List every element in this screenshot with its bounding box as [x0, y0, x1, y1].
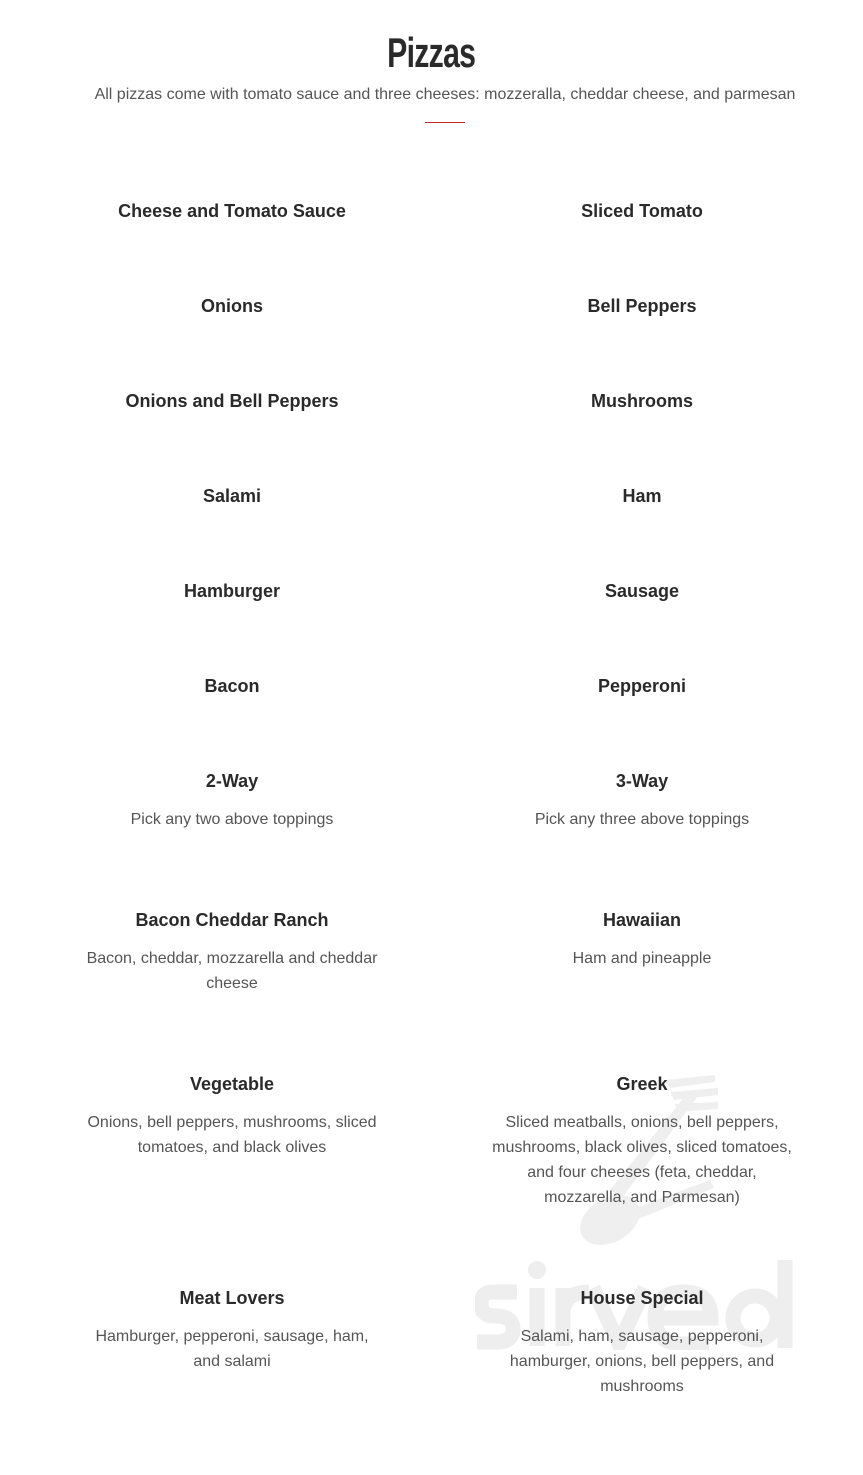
- menu-item-description: Pick any two above toppings: [130, 811, 334, 828]
- menu-item-name: Hawaiian: [602, 910, 682, 930]
- menu-item: [77, 769, 387, 908]
- page-title-text: Pizzas: [387, 29, 476, 76]
- menu-item: [487, 1286, 797, 1475]
- menu-item-name: Bacon: [204, 676, 260, 696]
- menu-item-name: 2-Way: [205, 771, 259, 791]
- menu-item: [77, 199, 387, 294]
- menu-item-description: Ham and pineapple: [572, 950, 712, 967]
- menu-item: [77, 484, 387, 579]
- menu-item: [77, 1072, 387, 1286]
- menu-item: [487, 579, 797, 674]
- menu-item: [487, 908, 797, 1072]
- menu-item: [487, 294, 797, 389]
- menu-item-name: Sausage: [604, 581, 680, 601]
- menu-item-name: Vegetable: [189, 1074, 275, 1094]
- menu-item-name: Pepperoni: [597, 676, 686, 696]
- menu-item-description: Bacon, cheddar, mozzarella and cheddar cheese: [86, 950, 378, 992]
- title-divider: [425, 122, 465, 123]
- menu-item: [487, 769, 797, 908]
- menu-item: [487, 389, 797, 484]
- menu-item-description: Pick any three above toppings: [534, 811, 750, 828]
- menu-item: [77, 579, 387, 674]
- menu-item-name: Greek: [616, 1074, 668, 1094]
- menu-item-name: Onions: [201, 296, 263, 316]
- menu-item: [77, 674, 387, 769]
- menu-item-name: Ham: [622, 486, 662, 506]
- menu-item: [77, 294, 387, 389]
- menu-item-description: Onions, bell peppers, mushrooms, sliced tomatoes, and black olives: [87, 1114, 377, 1156]
- menu-item-name: House Special: [580, 1288, 704, 1308]
- menu-items-grid: [77, 199, 797, 1475]
- menu-item-description: Hamburger, pepperoni, sausage, ham, and salami: [95, 1328, 369, 1370]
- menu-item-name: 3-Way: [615, 771, 669, 791]
- menu-item: [487, 674, 797, 769]
- menu-item: [487, 1072, 797, 1286]
- menu-item: [487, 484, 797, 579]
- menu-item-name: Hamburger: [183, 581, 281, 601]
- page-title: [0, 28, 863, 78]
- menu-item: [487, 199, 797, 294]
- menu-item-name: Salami: [202, 486, 262, 506]
- menu-item-name: Bacon Cheddar Ranch: [135, 910, 329, 930]
- menu-item-description: Salami, ham, sausage, pepperoni, hamburger, onions, bell peppers, and mushrooms: [509, 1328, 775, 1395]
- menu-item-name: Sliced Tomato: [581, 201, 703, 221]
- menu-item: [77, 1286, 387, 1475]
- menu-item-description: Sliced meatballs, onions, bell peppers, mushrooms, black olives, sliced tomatoes, and four cheeses (feta, cheddar, mozzarella, and Parmesan): [492, 1114, 792, 1206]
- menu-item-name: Meat Lovers: [179, 1288, 285, 1308]
- menu-item-name: Bell Peppers: [587, 296, 697, 316]
- menu-item-name: Cheese and Tomato Sauce: [118, 201, 346, 221]
- menu-item-name: Onions and Bell Peppers: [125, 391, 339, 411]
- page-subtitle: All pizzas come with tomato sauce and three cheeses: mozzeralla, cheddar cheese, and parmesan: [94, 86, 796, 103]
- menu-item: [77, 389, 387, 484]
- menu-item-name: Mushrooms: [590, 391, 693, 411]
- menu-item: [77, 908, 387, 1072]
